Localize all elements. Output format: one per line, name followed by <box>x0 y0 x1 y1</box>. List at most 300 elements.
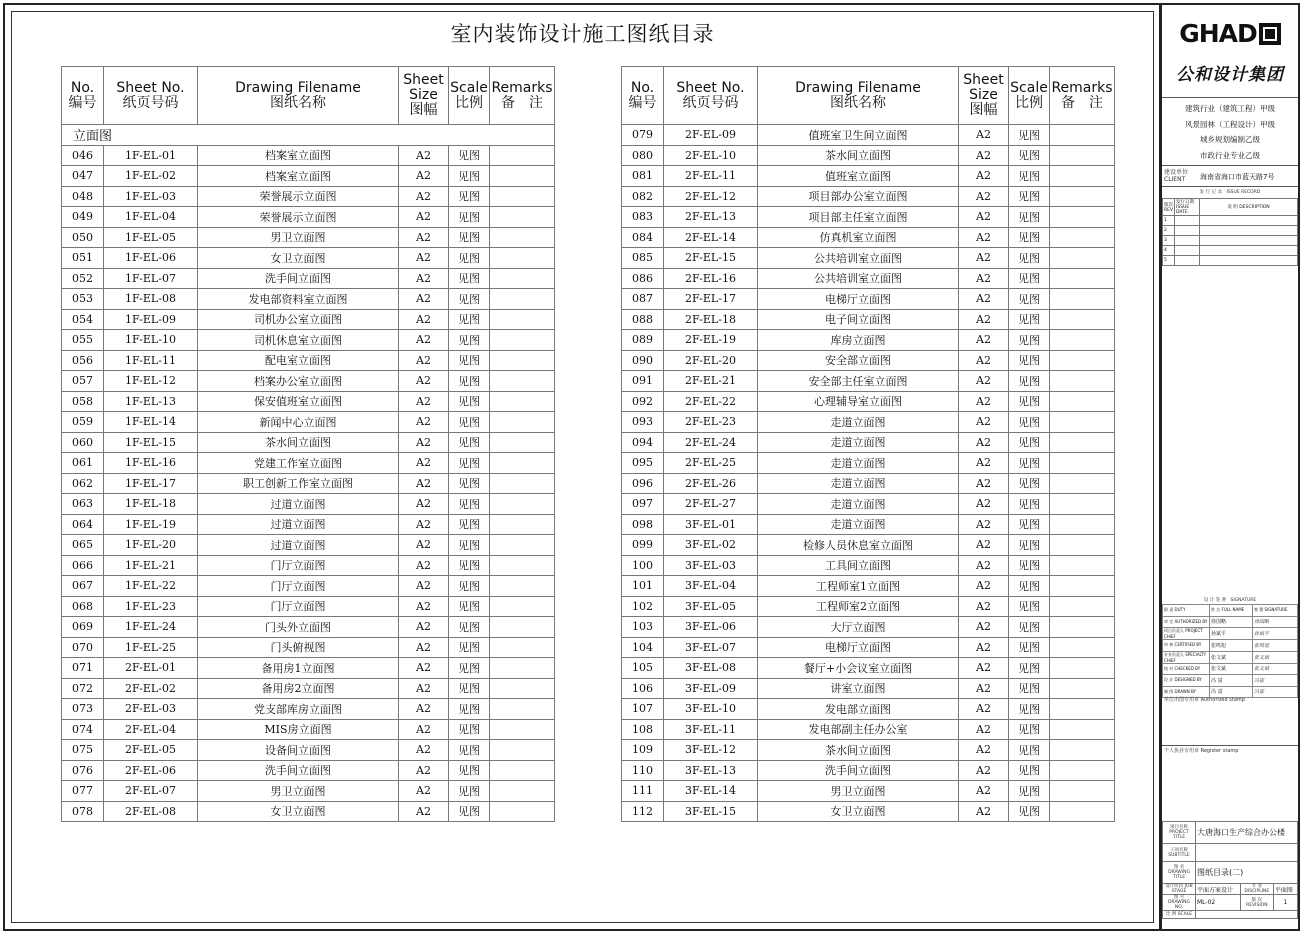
cell-remarks <box>490 658 555 679</box>
cell-sheet-no: 1F-EL-22 <box>104 576 198 597</box>
cell-no: 107 <box>622 699 664 720</box>
cell-scale: 见图 <box>449 391 490 412</box>
cell-remarks <box>490 617 555 638</box>
cell-size: A2 <box>399 535 449 556</box>
cell-sheet-no: 2F-EL-25 <box>664 453 758 474</box>
cell-sheet-no: 2F-EL-10 <box>664 145 758 166</box>
cell-size: A2 <box>959 596 1009 617</box>
table-row <box>62 617 555 638</box>
cell-no: 083 <box>622 207 664 228</box>
table-row <box>62 658 555 679</box>
cell-no: 110 <box>622 760 664 781</box>
cell-filename: 发电部资料室立面图 <box>198 289 399 310</box>
cell-remarks <box>1050 596 1115 617</box>
cell-size: A2 <box>399 350 449 371</box>
cell-no: 089 <box>622 330 664 351</box>
cell-remarks <box>490 289 555 310</box>
cell-remarks <box>490 637 555 658</box>
company-name: 公和设计集团 <box>1176 65 1284 85</box>
cell-remarks <box>1050 576 1115 597</box>
cell-no: 077 <box>62 781 104 802</box>
cell-filename: 检修人员休息室立面图 <box>758 535 959 556</box>
cell-filename: 荣誉展示立面图 <box>198 207 399 228</box>
table-row <box>62 371 555 392</box>
table-row <box>62 186 555 207</box>
cell-size: A2 <box>959 740 1009 761</box>
cell-no: 101 <box>622 576 664 597</box>
cell-remarks <box>490 555 555 576</box>
table-row <box>62 535 555 556</box>
cell-remarks <box>1050 760 1115 781</box>
cell-size: A2 <box>399 268 449 289</box>
cell-sheet-no: 2F-EL-11 <box>664 166 758 187</box>
table-row <box>62 494 555 515</box>
cell-scale: 见图 <box>1009 125 1050 146</box>
cell-filename: 新闻中心立面图 <box>198 412 399 433</box>
cell-sheet-no: 2F-EL-02 <box>104 678 198 699</box>
section-row <box>62 125 555 146</box>
cell-size: A2 <box>959 412 1009 433</box>
cell-sheet-no: 3F-EL-06 <box>664 617 758 638</box>
cell-filename: 过道立面图 <box>198 494 399 515</box>
cell-no: 062 <box>62 473 104 494</box>
cell-filename: 公共培训室立面图 <box>758 248 959 269</box>
cell-no: 080 <box>622 145 664 166</box>
cell-remarks <box>490 391 555 412</box>
cell-scale: 见图 <box>449 473 490 494</box>
table-row <box>62 432 555 453</box>
cell-no: 054 <box>62 309 104 330</box>
cell-size: A2 <box>399 801 449 822</box>
cell-size: A2 <box>959 391 1009 412</box>
cell-size: A2 <box>399 391 449 412</box>
cell-scale: 见图 <box>1009 268 1050 289</box>
cell-scale: 见图 <box>449 268 490 289</box>
cell-size: A2 <box>399 186 449 207</box>
cell-no: 104 <box>622 637 664 658</box>
cell-sheet-no: 2F-EL-08 <box>104 801 198 822</box>
cell-remarks <box>490 186 555 207</box>
cell-size: A2 <box>959 453 1009 474</box>
col-scale: Scale 比例 <box>1009 67 1050 125</box>
drawing-index-table-right <box>621 66 1115 822</box>
cell-size: A2 <box>399 637 449 658</box>
signature-header: 设 计 签 署 SIGNATURE <box>1203 598 1257 603</box>
cell-sheet-no: 3F-EL-04 <box>664 576 758 597</box>
cell-size: A2 <box>959 125 1009 146</box>
cell-scale: 见图 <box>1009 535 1050 556</box>
cell-scale: 见图 <box>449 227 490 248</box>
cell-scale: 见图 <box>1009 145 1050 166</box>
cell-scale: 见图 <box>1009 576 1050 597</box>
table-row <box>622 453 1115 474</box>
cell-size: A2 <box>959 514 1009 535</box>
qualifications: 建筑行业（建筑工程）甲级 风景园林（工程设计）甲级 城乡规划编制乙级 市政行业专业乙级 <box>1185 104 1275 160</box>
table-row <box>622 617 1115 638</box>
cell-no: 060 <box>62 432 104 453</box>
table-row <box>622 391 1115 412</box>
cell-remarks <box>490 576 555 597</box>
cell-no: 051 <box>62 248 104 269</box>
cell-sheet-no: 3F-EL-07 <box>664 637 758 658</box>
cell-no: 094 <box>622 432 664 453</box>
cell-size: A2 <box>959 330 1009 351</box>
cell-size: A2 <box>399 227 449 248</box>
table-row <box>62 330 555 351</box>
cell-size: A2 <box>959 166 1009 187</box>
cell-no: 073 <box>62 699 104 720</box>
cell-scale: 见图 <box>1009 248 1050 269</box>
cell-sheet-no: 1F-EL-05 <box>104 227 198 248</box>
table-header-row <box>62 67 555 125</box>
cell-sheet-no: 3F-EL-11 <box>664 719 758 740</box>
cell-sheet-no: 2F-EL-17 <box>664 289 758 310</box>
cell-scale: 见图 <box>1009 186 1050 207</box>
cell-sheet-no: 2F-EL-27 <box>664 494 758 515</box>
cell-filename: 走道立面图 <box>758 494 959 515</box>
cell-filename: 档案室立面图 <box>198 145 399 166</box>
cell-no: 067 <box>62 576 104 597</box>
cell-no: 068 <box>62 596 104 617</box>
cell-no: 053 <box>62 289 104 310</box>
cell-filename: 项目部办公室立面图 <box>758 186 959 207</box>
cell-sheet-no: 3F-EL-09 <box>664 678 758 699</box>
cell-filename: 走道立面图 <box>758 453 959 474</box>
register-stamp-label: 个人执业专用章 Register stamp <box>1164 748 1239 754</box>
cell-no: 057 <box>62 371 104 392</box>
cell-no: 064 <box>62 514 104 535</box>
cell-filename: 走道立面图 <box>758 412 959 433</box>
cell-scale: 见图 <box>449 207 490 228</box>
cell-scale: 见图 <box>1009 350 1050 371</box>
client-value: 海南省海口市蓝天路7号 <box>1200 173 1275 181</box>
cell-sheet-no: 2F-EL-16 <box>664 268 758 289</box>
col-size: Sheet Size 图幅 <box>959 67 1009 125</box>
cell-scale: 见图 <box>1009 740 1050 761</box>
cell-remarks <box>490 760 555 781</box>
cell-size: A2 <box>959 432 1009 453</box>
cell-sheet-no: 1F-EL-17 <box>104 473 198 494</box>
cell-scale: 见图 <box>449 740 490 761</box>
table-row <box>62 576 555 597</box>
cell-filename: 司机休息室立面图 <box>198 330 399 351</box>
table-row <box>622 637 1115 658</box>
cell-scale: 见图 <box>1009 658 1050 679</box>
cell-size: A2 <box>959 719 1009 740</box>
cell-no: 102 <box>622 596 664 617</box>
table-row <box>622 289 1115 310</box>
cell-size: A2 <box>959 227 1009 248</box>
cell-size: A2 <box>399 699 449 720</box>
table-header-row <box>622 67 1115 125</box>
cell-remarks <box>490 371 555 392</box>
revision-table: 版次 REV 发行日期 ISSUE DATE 说 明 DESCRIPTION 1 2 3 4 5 <box>1162 198 1298 266</box>
cell-no: 065 <box>62 535 104 556</box>
cell-filename: 工具间立面图 <box>758 555 959 576</box>
table-row <box>622 268 1115 289</box>
cell-size: A2 <box>959 555 1009 576</box>
cell-remarks <box>1050 145 1115 166</box>
col-filename: Drawing Filename 图纸名称 <box>758 67 959 125</box>
cell-size: A2 <box>959 268 1009 289</box>
cell-no: 095 <box>622 453 664 474</box>
logo-mark-icon <box>1259 23 1281 45</box>
cell-scale: 见图 <box>449 514 490 535</box>
cell-remarks <box>1050 555 1115 576</box>
drawing-index-table-left <box>61 66 555 822</box>
cell-remarks <box>490 801 555 822</box>
cell-remarks <box>1050 166 1115 187</box>
cell-size: A2 <box>959 289 1009 310</box>
table-row <box>622 227 1115 248</box>
cell-scale: 见图 <box>449 309 490 330</box>
cell-remarks <box>490 453 555 474</box>
cell-remarks <box>1050 699 1115 720</box>
cell-sheet-no: 1F-EL-09 <box>104 309 198 330</box>
cell-filename: 女卫立面图 <box>198 248 399 269</box>
cell-scale: 见图 <box>1009 412 1050 433</box>
cell-filename: 讲室立面图 <box>758 678 959 699</box>
cell-no: 092 <box>622 391 664 412</box>
table-row <box>62 227 555 248</box>
cell-no: 055 <box>62 330 104 351</box>
cell-sheet-no: 2F-EL-23 <box>664 412 758 433</box>
cell-scale: 见图 <box>1009 617 1050 638</box>
cell-no: 109 <box>622 740 664 761</box>
cell-sheet-no: 1F-EL-12 <box>104 371 198 392</box>
cell-sheet-no: 2F-EL-18 <box>664 309 758 330</box>
cell-scale: 见图 <box>1009 555 1050 576</box>
company-logo: GHAD <box>1162 19 1298 48</box>
cell-no: 079 <box>622 125 664 146</box>
cell-sheet-no: 1F-EL-11 <box>104 350 198 371</box>
cell-scale: 见图 <box>449 412 490 433</box>
cell-scale: 见图 <box>1009 432 1050 453</box>
cell-no: 085 <box>622 248 664 269</box>
cell-size: A2 <box>959 535 1009 556</box>
cell-filename: 门厅立面图 <box>198 555 399 576</box>
cell-filename: 保安值班室立面图 <box>198 391 399 412</box>
cell-scale: 见图 <box>1009 166 1050 187</box>
cell-scale: 见图 <box>449 576 490 597</box>
cell-sheet-no: 3F-EL-15 <box>664 801 758 822</box>
table-row <box>622 207 1115 228</box>
project-info-table: 项目名称 PROJECT TITLE 大唐海口生产综合办公楼 子项名称 SUBTITLE 图 名 DRAWING TITLE 图纸目录(二) 设计阶段 JOB STAGE 平面方案设计 专 业 DISCIPLINE 平面图 图 号 DRAWING NO. ML-02 版 次 REVISION 1 比 例 SCALE <box>1162 821 1298 919</box>
cell-no: 049 <box>62 207 104 228</box>
cell-sheet-no: 1F-EL-21 <box>104 555 198 576</box>
cell-size: A2 <box>399 330 449 351</box>
cell-filename: 档案室立面图 <box>198 166 399 187</box>
cell-sheet-no: 3F-EL-13 <box>664 760 758 781</box>
cell-filename: 洗手间立面图 <box>198 760 399 781</box>
cell-no: 059 <box>62 412 104 433</box>
cell-scale: 见图 <box>1009 330 1050 351</box>
cell-size: A2 <box>399 494 449 515</box>
cell-no: 072 <box>62 678 104 699</box>
cell-sheet-no: 2F-EL-13 <box>664 207 758 228</box>
cell-remarks <box>1050 227 1115 248</box>
cell-filename: 司机办公室立面图 <box>198 309 399 330</box>
table-row <box>622 145 1115 166</box>
cell-size: A2 <box>399 473 449 494</box>
cell-scale: 见图 <box>1009 637 1050 658</box>
cell-scale: 见图 <box>1009 371 1050 392</box>
table-row <box>62 309 555 330</box>
cell-filename: 茶水间立面图 <box>198 432 399 453</box>
cell-filename: 过道立面图 <box>198 535 399 556</box>
cell-scale: 见图 <box>1009 719 1050 740</box>
cell-filename: 工程师室1立面图 <box>758 576 959 597</box>
table-row <box>622 432 1115 453</box>
cell-size: A2 <box>959 617 1009 638</box>
table-row <box>62 555 555 576</box>
col-filename: Drawing Filename 图纸名称 <box>198 67 399 125</box>
cell-remarks <box>1050 514 1115 535</box>
table-row <box>622 473 1115 494</box>
cell-no: 081 <box>622 166 664 187</box>
cell-filename: 餐厅+小会议室立面图 <box>758 658 959 679</box>
cell-remarks <box>1050 637 1115 658</box>
cell-filename: 门厅立面图 <box>198 596 399 617</box>
cell-scale: 见图 <box>449 350 490 371</box>
table-row <box>62 268 555 289</box>
cell-size: A2 <box>399 412 449 433</box>
table-row <box>622 719 1115 740</box>
cell-remarks <box>1050 391 1115 412</box>
cell-filename: 门头俯视图 <box>198 637 399 658</box>
cell-scale: 见图 <box>449 801 490 822</box>
cell-remarks <box>490 596 555 617</box>
cell-remarks <box>490 412 555 433</box>
cell-size: A2 <box>959 473 1009 494</box>
cell-remarks <box>1050 740 1115 761</box>
cell-scale: 见图 <box>1009 391 1050 412</box>
cell-no: 058 <box>62 391 104 412</box>
cell-remarks <box>490 207 555 228</box>
cell-scale: 见图 <box>1009 289 1050 310</box>
cell-no: 103 <box>622 617 664 638</box>
col-scale: Scale 比例 <box>449 67 490 125</box>
cell-no: 100 <box>622 555 664 576</box>
cell-size: A2 <box>399 432 449 453</box>
cell-remarks <box>1050 658 1115 679</box>
cell-filename: 走道立面图 <box>758 514 959 535</box>
cell-size: A2 <box>959 494 1009 515</box>
cell-size: A2 <box>959 186 1009 207</box>
cell-no: 075 <box>62 740 104 761</box>
cell-remarks <box>490 268 555 289</box>
cell-sheet-no: 1F-EL-19 <box>104 514 198 535</box>
cell-scale: 见图 <box>449 658 490 679</box>
cell-sheet-no: 1F-EL-08 <box>104 289 198 310</box>
table-row <box>622 350 1115 371</box>
cell-sheet-no: 2F-EL-19 <box>664 330 758 351</box>
cell-sheet-no: 1F-EL-04 <box>104 207 198 228</box>
cell-filename: 男卫立面图 <box>758 781 959 802</box>
cell-remarks <box>490 494 555 515</box>
table-row <box>62 391 555 412</box>
cell-size: A2 <box>959 678 1009 699</box>
cell-remarks <box>1050 678 1115 699</box>
cell-sheet-no: 2F-EL-01 <box>104 658 198 679</box>
col-sheet-no: Sheet No. 纸页号码 <box>664 67 758 125</box>
cell-filename: 男卫立面图 <box>198 227 399 248</box>
cell-sheet-no: 1F-EL-24 <box>104 617 198 638</box>
cell-sheet-no: 2F-EL-05 <box>104 740 198 761</box>
cell-sheet-no: 1F-EL-18 <box>104 494 198 515</box>
cell-sheet-no: 2F-EL-03 <box>104 699 198 720</box>
table-row <box>62 699 555 720</box>
cell-no: 078 <box>62 801 104 822</box>
cell-size: A2 <box>399 678 449 699</box>
cell-no: 099 <box>622 535 664 556</box>
cell-scale: 见图 <box>449 535 490 556</box>
table-row <box>622 781 1115 802</box>
table-row <box>622 309 1115 330</box>
table-row <box>622 535 1115 556</box>
cell-no: 066 <box>62 555 104 576</box>
cell-scale: 见图 <box>449 145 490 166</box>
table-row <box>62 596 555 617</box>
cell-scale: 见图 <box>449 289 490 310</box>
table-row <box>622 330 1115 351</box>
cell-scale: 见图 <box>449 371 490 392</box>
cell-no: 069 <box>62 617 104 638</box>
cell-size: A2 <box>959 637 1009 658</box>
cell-filename: 备用房1立面图 <box>198 658 399 679</box>
cell-filename: 电梯厅立面图 <box>758 637 959 658</box>
col-remarks: Remarks 备 注 <box>1050 67 1115 125</box>
cell-size: A2 <box>959 309 1009 330</box>
cell-sheet-no: 1F-EL-01 <box>104 145 198 166</box>
cell-sheet-no: 2F-EL-06 <box>104 760 198 781</box>
cell-scale: 见图 <box>449 699 490 720</box>
cell-scale: 见图 <box>449 678 490 699</box>
cell-remarks <box>490 309 555 330</box>
cell-size: A2 <box>399 248 449 269</box>
cell-sheet-no: 1F-EL-13 <box>104 391 198 412</box>
table-row <box>62 350 555 371</box>
table-row <box>62 289 555 310</box>
table-row <box>622 166 1115 187</box>
sheet-title: 室内装饰设计施工图纸目录 <box>450 22 715 46</box>
col-no: No. 编号 <box>62 67 104 125</box>
table-row <box>62 412 555 433</box>
table-row <box>622 576 1115 597</box>
cell-no: 070 <box>62 637 104 658</box>
cell-filename: 发电部副主任办公室 <box>758 719 959 740</box>
cell-size: A2 <box>959 207 1009 228</box>
cell-scale: 见图 <box>449 555 490 576</box>
cell-scale: 见图 <box>449 596 490 617</box>
cell-filename: 心理辅导室立面图 <box>758 391 959 412</box>
cell-no: 048 <box>62 186 104 207</box>
table-row <box>622 494 1115 515</box>
cell-scale: 见图 <box>1009 596 1050 617</box>
cell-sheet-no: 3F-EL-10 <box>664 699 758 720</box>
cell-scale: 见图 <box>1009 781 1050 802</box>
cell-remarks <box>1050 125 1115 146</box>
cell-filename: 过道立面图 <box>198 514 399 535</box>
cell-remarks <box>1050 617 1115 638</box>
cell-remarks <box>1050 719 1115 740</box>
cell-size: A2 <box>959 781 1009 802</box>
cell-size: A2 <box>399 617 449 638</box>
issue-record-header: 发 行 记 录 ISSUE RECORD <box>1199 190 1261 195</box>
cell-remarks <box>1050 371 1115 392</box>
cell-scale: 见图 <box>1009 473 1050 494</box>
table-row <box>622 555 1115 576</box>
